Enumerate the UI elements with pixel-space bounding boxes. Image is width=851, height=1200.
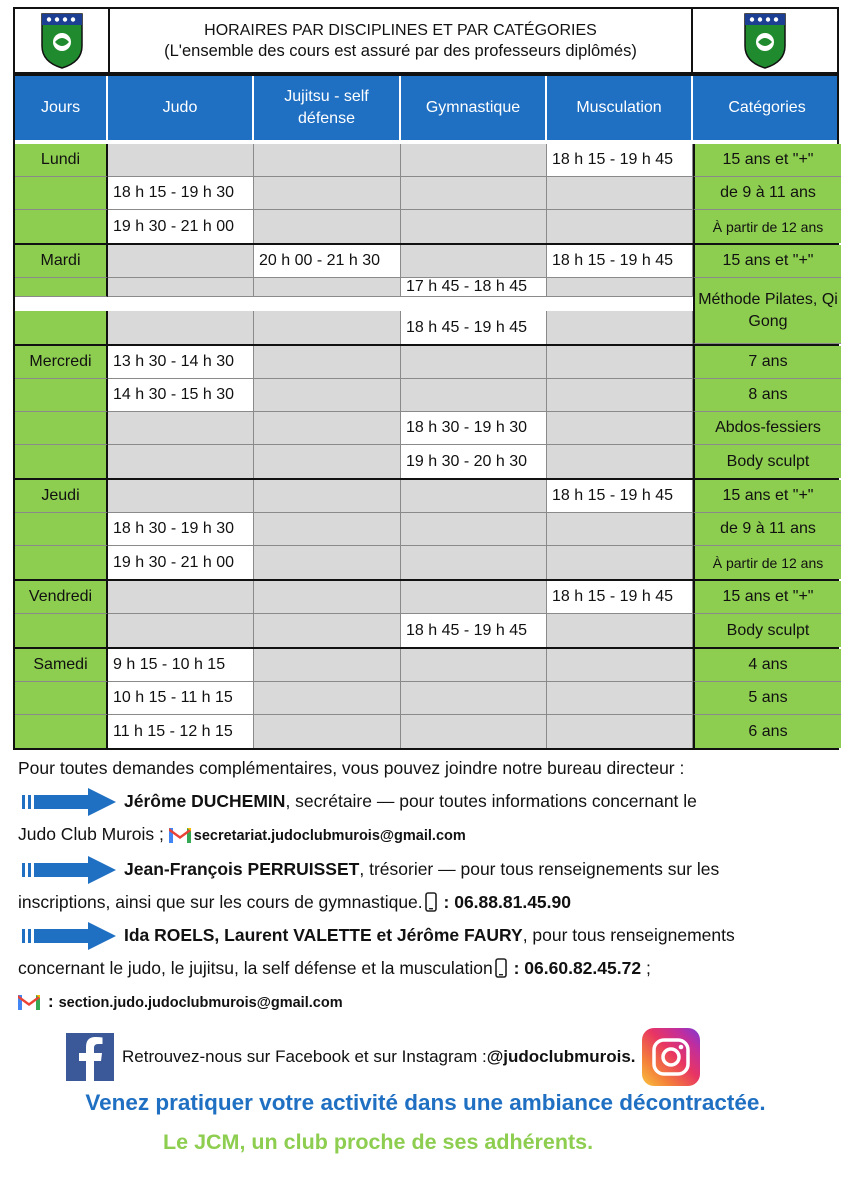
category-cell: Body sculpt bbox=[693, 445, 841, 478]
day-cell bbox=[15, 412, 108, 445]
contact-text: inscriptions, ainsi que sur les cours de gymnastique. bbox=[18, 892, 423, 912]
contact-treasurer-line2: inscriptions, ainsi que sur les cours de gymnastique. : 06.88.81.45.90 bbox=[18, 892, 571, 912]
day-cell: Vendredi bbox=[15, 581, 108, 614]
contact-text: , trésorier — pour tous renseignements sur les bbox=[359, 859, 720, 879]
facebook-icon[interactable] bbox=[66, 1033, 114, 1081]
contact-secretary-line2 bbox=[18, 818, 838, 853]
day-group-samedi bbox=[15, 647, 837, 748]
page-header bbox=[13, 7, 839, 74]
time-cell-musc bbox=[547, 278, 693, 297]
table-row bbox=[15, 480, 837, 513]
phone-number[interactable]: 06.88.81.45.90 bbox=[454, 892, 571, 912]
phone-icon bbox=[495, 958, 507, 978]
day-cell: Jeudi bbox=[15, 480, 108, 513]
time-cell-jujitsu: 20 h 00 - 21 h 30 bbox=[254, 245, 401, 278]
day-group-mardi bbox=[15, 243, 837, 344]
day-cell bbox=[15, 210, 108, 243]
category-cell: 15 ans et "+" bbox=[693, 581, 841, 614]
gmail-icon bbox=[18, 993, 40, 1010]
table-row bbox=[15, 614, 837, 647]
time-cell-judo bbox=[108, 144, 254, 177]
time-cell-musc: 18 h 15 - 19 h 45 bbox=[547, 581, 693, 614]
club-logo-icon bbox=[40, 12, 84, 70]
title-line-2: (L'ensemble des cours est assuré par des professeurs diplômés) bbox=[164, 41, 637, 60]
time-cell-judo: 14 h 30 - 15 h 30 bbox=[108, 379, 254, 412]
time-cell-musc bbox=[547, 210, 693, 243]
column-header: Jujitsu - self défense bbox=[254, 76, 401, 140]
time-cell-judo: 18 h 15 - 19 h 30 bbox=[108, 177, 254, 210]
category-cell: Body sculpt bbox=[693, 614, 841, 647]
day-cell bbox=[15, 311, 108, 344]
social-section bbox=[66, 1028, 796, 1086]
day-cell: Mardi bbox=[15, 245, 108, 278]
time-cell-gym bbox=[401, 245, 547, 278]
time-cell-judo bbox=[108, 480, 254, 513]
time-cell-gym bbox=[401, 682, 547, 715]
time-cell-judo bbox=[108, 278, 254, 297]
table-row bbox=[15, 346, 837, 379]
time-cell-gym: 19 h 30 - 20 h 30 bbox=[401, 445, 547, 478]
table-row bbox=[15, 715, 837, 748]
time-cell-jujitsu bbox=[254, 614, 401, 647]
day-group-vendredi bbox=[15, 579, 837, 647]
time-cell-jujitsu bbox=[254, 480, 401, 513]
time-cell-judo: 19 h 30 - 21 h 00 bbox=[108, 546, 254, 579]
phone-icon bbox=[425, 892, 437, 912]
time-cell-judo bbox=[108, 445, 254, 478]
club-logo-right bbox=[691, 9, 837, 72]
time-cell-jujitsu bbox=[254, 311, 401, 344]
time-cell-musc bbox=[547, 546, 693, 579]
slogan-primary: Venez pratiquer votre activité dans une ambiance décontractée. bbox=[85, 1090, 766, 1115]
day-cell bbox=[15, 715, 108, 748]
table-row bbox=[15, 144, 837, 177]
category-cell: 5 ans bbox=[693, 682, 841, 715]
contact-name: Jérôme DUCHEMIN bbox=[124, 791, 286, 811]
day-cell bbox=[15, 546, 108, 579]
table-row bbox=[15, 649, 837, 682]
category-cell: À partir de 12 ans bbox=[693, 546, 841, 579]
time-cell-jujitsu bbox=[254, 682, 401, 715]
day-cell: Mercredi bbox=[15, 346, 108, 379]
table-row bbox=[15, 581, 837, 614]
category-cell: 15 ans et "+" bbox=[693, 144, 841, 177]
time-cell-judo bbox=[108, 245, 254, 278]
column-header: Jours bbox=[15, 76, 108, 140]
time-cell-judo: 19 h 30 - 21 h 00 bbox=[108, 210, 254, 243]
time-cell-gym: 18 h 30 - 19 h 30 bbox=[401, 412, 547, 445]
slogan-secondary: Le JCM, un club proche de ses adhérents. bbox=[163, 1130, 594, 1154]
email-link[interactable]: secretariat.judoclubmurois@gmail.com bbox=[193, 828, 466, 844]
time-cell-jujitsu bbox=[254, 715, 401, 748]
time-cell-jujitsu bbox=[254, 210, 401, 243]
category-cell: Méthode Pilates, Qi Gong bbox=[693, 278, 841, 344]
time-cell-gym bbox=[401, 581, 547, 614]
table-row bbox=[15, 245, 837, 278]
day-cell bbox=[15, 513, 108, 546]
contact-text: , secrétaire — pour toutes informations concernant le bbox=[285, 791, 697, 811]
time-cell-judo: 18 h 30 - 19 h 30 bbox=[108, 513, 254, 546]
club-logo-left bbox=[15, 9, 110, 72]
category-cell: 8 ans bbox=[693, 379, 841, 412]
time-cell-gym bbox=[401, 649, 547, 682]
separator: ; bbox=[641, 958, 651, 978]
day-cell bbox=[15, 445, 108, 478]
time-cell-judo bbox=[108, 614, 254, 647]
day-cell: Samedi bbox=[15, 649, 108, 682]
day-cell bbox=[15, 379, 108, 412]
column-header: Musculation bbox=[547, 76, 693, 140]
day-group-mercredi bbox=[15, 344, 837, 478]
time-cell-judo: 13 h 30 - 14 h 30 bbox=[108, 346, 254, 379]
table-row bbox=[15, 412, 837, 445]
day-group-lundi bbox=[15, 144, 837, 243]
schedule-table bbox=[13, 74, 839, 750]
table-row bbox=[15, 682, 837, 715]
time-cell-gym bbox=[401, 480, 547, 513]
time-cell-judo bbox=[108, 311, 254, 344]
day-group-jeudi bbox=[15, 478, 837, 579]
time-cell-jujitsu bbox=[254, 649, 401, 682]
time-cell-musc: 18 h 15 - 19 h 45 bbox=[547, 144, 693, 177]
time-cell-jujitsu bbox=[254, 177, 401, 210]
time-cell-musc bbox=[547, 513, 693, 546]
time-cell-gym: 18 h 45 - 19 h 45 bbox=[401, 614, 547, 647]
time-cell-musc bbox=[547, 715, 693, 748]
contact-name: Ida ROELS, Laurent VALETTE et Jérôme FAURY bbox=[124, 925, 523, 945]
time-cell-musc bbox=[547, 445, 693, 478]
day-cell: Lundi bbox=[15, 144, 108, 177]
time-cell-musc bbox=[547, 177, 693, 210]
time-cell-jujitsu bbox=[254, 379, 401, 412]
time-cell-gym bbox=[401, 177, 547, 210]
day-cell bbox=[15, 177, 108, 210]
category-cell: de 9 à 11 ans bbox=[693, 177, 841, 210]
table-body bbox=[15, 144, 837, 748]
day-cell bbox=[15, 278, 108, 297]
table-row bbox=[15, 210, 837, 243]
club-logo-icon bbox=[743, 12, 787, 70]
contact-treasurer bbox=[18, 853, 838, 886]
contact-section-judo-line2: concernant le judo, le jujitsu, la self défense et la musculation : 06.60.82.45.72 ; bbox=[18, 958, 651, 978]
time-cell-gym bbox=[401, 346, 547, 379]
contact-text: , pour tous renseignements bbox=[522, 925, 735, 945]
arrow-right-icon bbox=[18, 855, 118, 885]
arrow-right-icon bbox=[18, 921, 118, 951]
time-cell-jujitsu bbox=[254, 581, 401, 614]
time-cell-musc bbox=[547, 614, 693, 647]
social-text: Retrouvez-nous sur Facebook et sur Instagram : bbox=[122, 1047, 487, 1066]
time-cell-gym bbox=[401, 210, 547, 243]
time-cell-jujitsu bbox=[254, 346, 401, 379]
time-cell-musc bbox=[547, 412, 693, 445]
table-header bbox=[15, 76, 837, 140]
time-cell-judo bbox=[108, 581, 254, 614]
page-title bbox=[110, 9, 691, 72]
time-cell-gym bbox=[401, 546, 547, 579]
day-cell bbox=[15, 614, 108, 647]
contact-name: Jean-François PERRUISSET bbox=[124, 859, 360, 879]
time-cell-musc bbox=[547, 649, 693, 682]
time-cell-judo bbox=[108, 412, 254, 445]
time-cell-musc bbox=[547, 346, 693, 379]
time-cell-musc bbox=[547, 311, 693, 344]
time-cell-jujitsu bbox=[254, 412, 401, 445]
column-header: Catégories bbox=[728, 99, 806, 116]
contact-text: Judo Club Murois ; bbox=[18, 824, 169, 844]
time-cell-judo: 10 h 15 - 11 h 15 bbox=[108, 682, 254, 715]
table-row bbox=[15, 513, 837, 546]
table-row bbox=[15, 379, 837, 412]
table-row bbox=[15, 546, 837, 579]
category-cell: Abdos-fessiers bbox=[693, 412, 841, 445]
contact-section bbox=[18, 752, 838, 1020]
table-row bbox=[15, 445, 837, 478]
email-link[interactable]: section.judo.judoclubmurois@gmail.com bbox=[58, 995, 343, 1011]
category-cell: 4 ans bbox=[693, 649, 841, 682]
arrow-right-icon bbox=[18, 787, 118, 817]
time-cell-gym bbox=[401, 513, 547, 546]
time-cell-gym: 17 h 45 - 18 h 45 bbox=[401, 278, 547, 297]
title-line-1: HORAIRES PAR DISCIPLINES ET PAR CATÉGORIES bbox=[204, 21, 597, 39]
contact-text: concernant le judo, le jujitsu, la self défense et la musculation bbox=[18, 958, 493, 978]
category-cell: À partir de 12 ans bbox=[693, 210, 841, 243]
contact-section-judo bbox=[18, 919, 838, 952]
time-cell-judo: 11 h 15 - 12 h 15 bbox=[108, 715, 254, 748]
time-cell-gym bbox=[401, 144, 547, 177]
day-cell bbox=[15, 682, 108, 715]
time-cell-jujitsu bbox=[254, 445, 401, 478]
gmail-icon bbox=[169, 826, 191, 843]
column-header: Gymnastique bbox=[401, 76, 547, 140]
contact-intro: Pour toutes demandes complémentaires, vous pouvez joindre notre bureau directeur : bbox=[18, 758, 685, 778]
phone-number[interactable]: 06.60.82.45.72 bbox=[524, 958, 642, 978]
time-cell-musc: 18 h 15 - 19 h 45 bbox=[547, 480, 693, 513]
social-handle[interactable]: @judoclubmurois. bbox=[486, 1047, 636, 1066]
time-cell-musc bbox=[547, 682, 693, 715]
column-header: Judo bbox=[108, 76, 254, 140]
category-cell: 15 ans et "+" bbox=[693, 245, 841, 278]
time-cell-gym bbox=[401, 379, 547, 412]
time-cell-gym: 18 h 45 - 19 h 45 bbox=[401, 311, 547, 344]
category-cell: de 9 à 11 ans bbox=[693, 513, 841, 546]
time-cell-jujitsu bbox=[254, 513, 401, 546]
time-cell-judo: 9 h 15 - 10 h 15 bbox=[108, 649, 254, 682]
time-cell-jujitsu bbox=[254, 278, 401, 297]
category-cell: 7 ans bbox=[693, 346, 841, 379]
contact-section-judo-line3: : section.judo.judoclubmurois@gmail.com bbox=[18, 985, 838, 1020]
time-cell-gym bbox=[401, 715, 547, 748]
category-cell: 6 ans bbox=[693, 715, 841, 748]
time-cell-musc bbox=[547, 379, 693, 412]
time-cell-jujitsu bbox=[254, 546, 401, 579]
instagram-icon[interactable] bbox=[642, 1028, 700, 1086]
category-cell: 15 ans et "+" bbox=[693, 480, 841, 513]
time-cell-jujitsu bbox=[254, 144, 401, 177]
contact-secretary bbox=[18, 785, 838, 818]
time-cell-musc: 18 h 15 - 19 h 45 bbox=[547, 245, 693, 278]
table-row bbox=[15, 177, 837, 210]
